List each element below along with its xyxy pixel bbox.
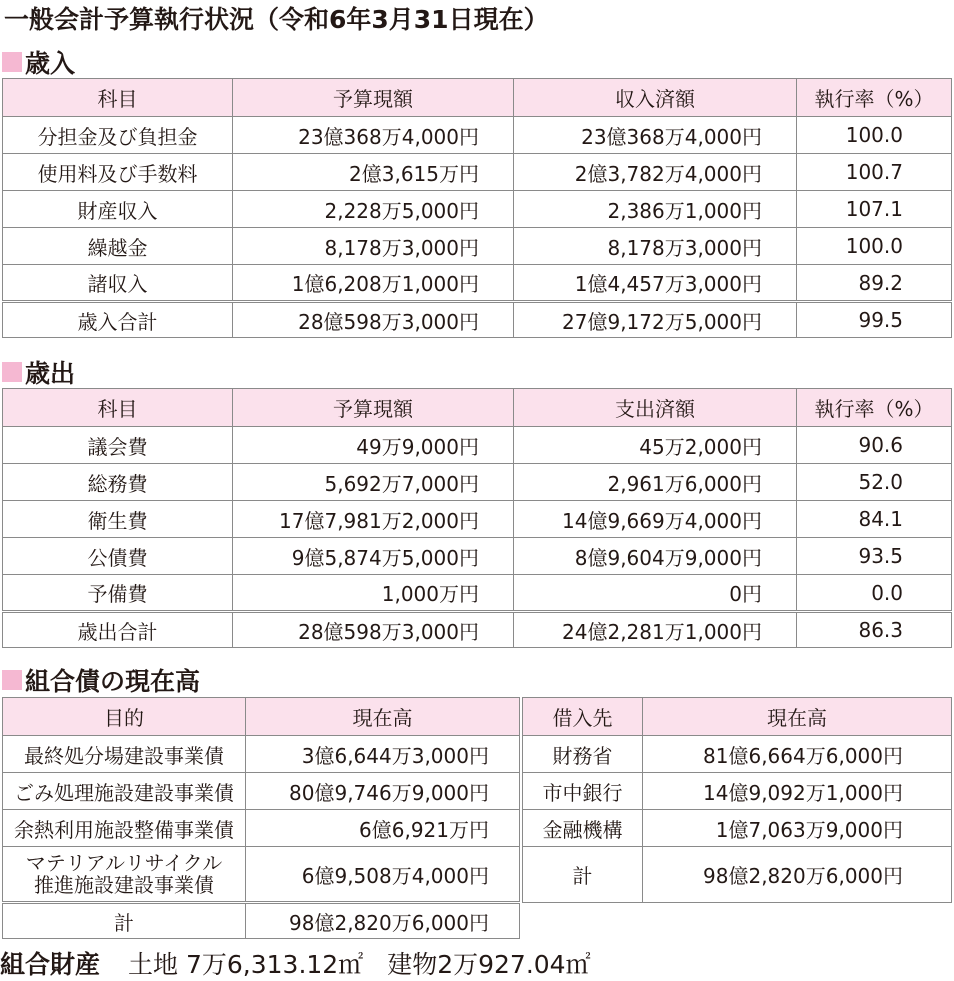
cell-lender: 財務省 [523,736,643,773]
revenue-header-row [3,79,952,117]
col-header-item: 科目 [3,389,233,427]
cell-rate: 52.0 [797,464,952,501]
cell-rate: 89.2 [797,265,952,302]
cell-lender: 金融機構 [523,810,643,847]
cell-rate: 93.5 [797,538,952,575]
col-header-rate: 執行率（%） [797,389,952,427]
table-row [523,773,952,810]
cell-amount: 80億9,746万9,000円 [246,773,520,810]
cell-purpose: 余熱利用施設整備事業債 [3,810,246,847]
cell-actual: 1億4,457万3,000円 [514,265,797,302]
cell-purpose: 最終処分場建設事業債 [3,736,246,773]
cell-item: 繰越金 [3,228,233,265]
cell-item: 分担金及び負担金 [3,117,233,154]
purpose-line-2: 推進施設建設事業債 [34,873,214,897]
col-header-amount: 現在高 [643,698,952,736]
cell-budget: 8,178万3,000円 [233,228,514,265]
cell-item: 使用料及び手数料 [3,154,233,191]
table-row [3,773,520,810]
expenditure-header-row [3,389,952,427]
cell-item: 歳出合計 [3,612,233,648]
cell-rate: 0.0 [797,575,952,612]
cell-item: 諸収入 [3,265,233,302]
table-row [3,191,952,228]
table-row [3,538,952,575]
revenue-heading [0,44,75,80]
table-row [3,228,952,265]
cell-purpose [3,847,246,903]
lender-header-row [523,698,952,736]
cell-actual: 0円 [514,575,797,612]
table-row [3,736,520,773]
table-row [3,265,952,302]
property-building: 建物2万927.04㎡ [387,950,591,979]
cell-budget: 17億7,981万2,000円 [233,501,514,538]
col-header-actual: 収入済額 [514,79,797,117]
expenditure-heading [0,354,75,390]
cell-budget: 1億6,208万1,000円 [233,265,514,302]
cell-rate: 107.1 [797,191,952,228]
table-row [3,847,520,903]
debt-heading [0,662,200,698]
cell-item: 予備費 [3,575,233,612]
table-row [3,575,952,612]
cell-actual: 23億368万4,000円 [514,117,797,154]
cell-total-label: 計 [3,903,246,939]
lender-total-row [523,847,952,903]
property-label: 組合財産 [0,950,101,979]
cell-item: 総務費 [3,464,233,501]
cell-budget: 2,228万5,000円 [233,191,514,228]
cell-actual: 8,178万3,000円 [514,228,797,265]
col-header-budget: 予算現額 [233,389,514,427]
section-marker-icon [2,52,22,72]
table-row [523,810,952,847]
debt-heading-text: 組合債の現在高 [25,667,201,696]
cell-item: 財産収入 [3,191,233,228]
expenditure-heading-text: 歳出 [25,359,76,388]
debt-lender-table [522,697,952,903]
col-header-actual: 支出済額 [514,389,797,427]
cell-total-label: 計 [523,847,643,903]
cell-budget: 2億3,615万円 [233,154,514,191]
cell-actual: 2,961万6,000円 [514,464,797,501]
cell-rate: 99.5 [797,302,952,338]
purpose-header-row [3,698,520,736]
cell-budget: 9億5,874万5,000円 [233,538,514,575]
cell-rate: 100.7 [797,154,952,191]
cell-item: 歳入合計 [3,302,233,338]
cell-budget: 23億368万4,000円 [233,117,514,154]
property-line [0,945,591,981]
cell-budget: 5,692万7,000円 [233,464,514,501]
cell-amount: 1億7,063万9,000円 [643,810,952,847]
cell-actual: 2億3,782万4,000円 [514,154,797,191]
page-title: 一般会計予算執行状況（令和6年3月31日現在） [4,5,549,34]
col-header-rate: 執行率（%） [797,79,952,117]
cell-rate: 100.0 [797,228,952,265]
table-row [3,427,952,464]
cell-purpose: ごみ処理施設建設事業債 [3,773,246,810]
purpose-total-row [3,903,520,939]
purpose-line-1: マテリアルリサイクル [25,851,223,875]
cell-amount: 14億9,092万1,000円 [643,773,952,810]
cell-budget: 28億598万3,000円 [233,612,514,648]
expenditure-table [2,388,952,648]
cell-item: 公債費 [3,538,233,575]
cell-actual: 45万2,000円 [514,427,797,464]
property-land: 土地 7万6,313.12㎡ [128,950,364,979]
table-row [523,736,952,773]
col-header-item: 科目 [3,79,233,117]
cell-actual: 14億9,669万4,000円 [514,501,797,538]
cell-total-amount: 98億2,820万6,000円 [643,847,952,903]
cell-rate: 86.3 [797,612,952,648]
cell-item: 衛生費 [3,501,233,538]
section-marker-icon [2,670,22,690]
revenue-table [2,78,952,338]
cell-rate: 84.1 [797,501,952,538]
cell-rate: 90.6 [797,427,952,464]
cell-actual: 2,386万1,000円 [514,191,797,228]
cell-actual: 24億2,281万1,000円 [514,612,797,648]
cell-amount: 3億6,644万3,000円 [246,736,520,773]
section-marker-icon [2,362,22,382]
table-row [3,154,952,191]
revenue-heading-text: 歳入 [25,49,76,78]
table-row [3,117,952,154]
col-header-budget: 予算現額 [233,79,514,117]
cell-total-amount: 98億2,820万6,000円 [246,903,520,939]
cell-actual: 8億9,604万9,000円 [514,538,797,575]
cell-budget: 49万9,000円 [233,427,514,464]
col-header-lender: 借入先 [523,698,643,736]
cell-budget: 28億598万3,000円 [233,302,514,338]
col-header-amount: 現在高 [246,698,520,736]
cell-actual: 27億9,172万5,000円 [514,302,797,338]
table-row [3,501,952,538]
expenditure-total-row [3,612,952,648]
cell-amount: 6億9,508万4,000円 [246,847,520,903]
table-row [3,464,952,501]
table-row [3,810,520,847]
cell-amount: 81億6,664万6,000円 [643,736,952,773]
cell-rate: 100.0 [797,117,952,154]
col-header-purpose: 目的 [3,698,246,736]
revenue-total-row [3,302,952,338]
cell-budget: 1,000万円 [233,575,514,612]
debt-purpose-table [2,697,520,939]
cell-item: 議会費 [3,427,233,464]
cell-amount: 6億6,921万円 [246,810,520,847]
cell-lender: 市中銀行 [523,773,643,810]
